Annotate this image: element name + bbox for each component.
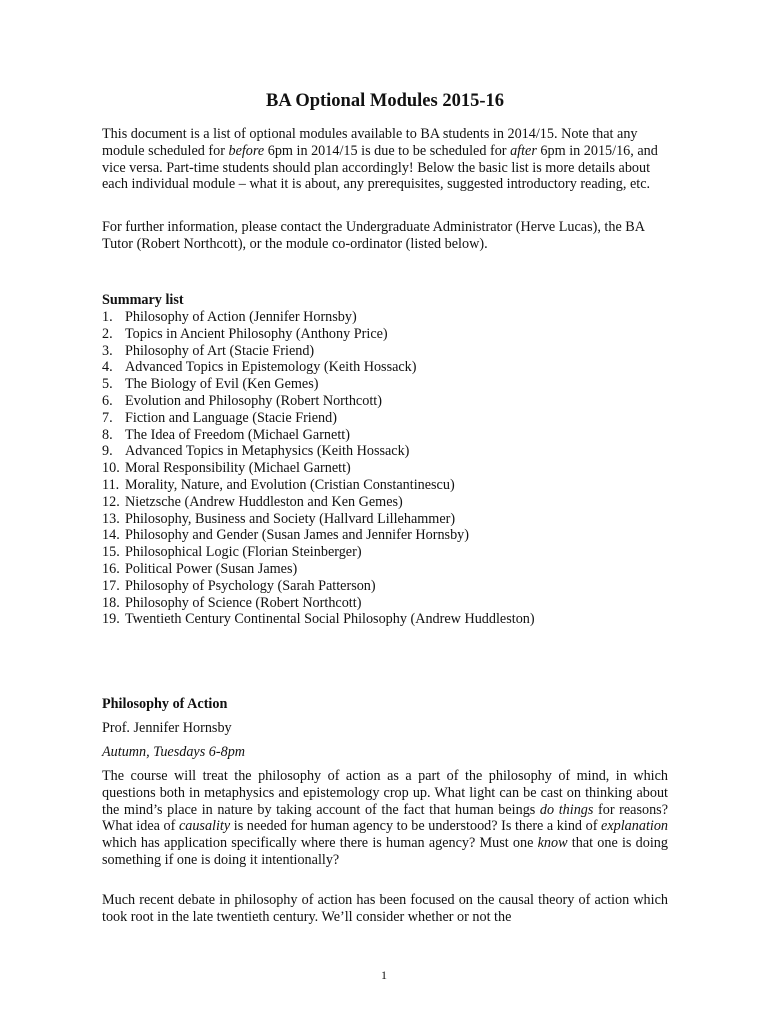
- text-run: which has application specifically where there is human agency? Must one: [102, 835, 538, 852]
- list-item-label: The Idea of Freedom (Michael Garnett): [125, 426, 350, 443]
- summary-list-item: [102, 410, 535, 427]
- emphasized-text: explanation: [601, 818, 669, 835]
- list-item-label: Philosophy, Business and Society (Hallvard Lillehammer): [125, 510, 456, 527]
- emphasized-text: causality: [178, 818, 231, 835]
- list-item-label: Fiction and Language (Stacie Friend): [125, 409, 337, 426]
- list-item-label: Philosophy of Art (Stacie Friend): [125, 342, 315, 359]
- emphasized-text: after: [510, 142, 537, 159]
- list-item-label: Philosophy of Psychology (Sarah Patterson): [125, 577, 376, 594]
- list-item-label: Advanced Topics in Metaphysics (Keith Hossack): [125, 443, 410, 460]
- list-item-label: Topics in Ancient Philosophy (Anthony Price): [125, 325, 388, 342]
- summary-list-item: [102, 544, 535, 561]
- text-run: The course will treat the philosophy of action as a part of the philosophy of mind, in which questions both in metaphysics and epistemology crop up. What light can be cast on thinking about the mind’s place in nature by taking account of the fact that human beings: [102, 768, 668, 818]
- list-item-number: 15.: [102, 544, 120, 561]
- text-run: that one is doing something if one is doing it intentionally?: [102, 835, 668, 868]
- list-item-number: 1.: [102, 309, 113, 325]
- intro-paragraph: [102, 126, 668, 193]
- list-item-label: Advanced Topics in Epistemology (Keith Hossack): [125, 359, 417, 376]
- list-item-label: Philosophical Logic (Florian Steinberger): [125, 544, 362, 561]
- summary-list: [102, 309, 535, 628]
- summary-list-item: [102, 326, 535, 343]
- summary-list-item: [102, 494, 535, 511]
- list-item-number: 5.: [102, 376, 113, 393]
- document-title: BA Optional Modules 2015-16: [266, 91, 504, 111]
- list-item-number: 11.: [102, 476, 120, 493]
- list-item-number: 12.: [102, 493, 120, 510]
- text-run: 6pm in 2014/15 is due to be scheduled for: [264, 142, 511, 159]
- summary-list-item: [102, 561, 535, 578]
- text-run: for reasons? What idea of: [102, 801, 669, 835]
- summary-list-item: [102, 578, 535, 595]
- list-item-number: 2.: [102, 325, 113, 342]
- list-item-number: 19.: [102, 611, 120, 628]
- summary-list-item: [102, 477, 535, 494]
- emphasized-text: know: [537, 835, 568, 852]
- list-item-number: 13.: [102, 510, 120, 527]
- list-item-number: 16.: [102, 560, 120, 577]
- list-item-number: 14.: [102, 527, 120, 544]
- page-number: 1: [381, 968, 387, 982]
- list-item-label: Philosophy and Gender (Susan James and Jennifer Hornsby): [125, 527, 469, 544]
- text-run: is needed for human agency to be understood? Is there a kind of: [230, 818, 602, 835]
- module-description-1: [102, 768, 668, 869]
- list-item-label: Political Power (Susan James): [125, 560, 298, 577]
- list-item-number: 4.: [102, 359, 113, 376]
- emphasized-text: do things: [539, 801, 594, 818]
- summary-list-item: [102, 343, 535, 360]
- contact-paragraph: For further information, please contact the Undergraduate Administrator (Herve Lucas), the BA Tutor (Robert Northcott), or the module co-ordinator (listed below).: [102, 219, 645, 252]
- list-item-label: Nietzsche (Andrew Huddleston and Ken Gemes): [125, 493, 403, 510]
- list-item-number: 17.: [102, 577, 120, 594]
- summary-list-item: [102, 460, 535, 477]
- list-item-label: Twentieth Century Continental Social Philosophy (Andrew Huddleston): [125, 611, 535, 628]
- summary-list-item: [102, 359, 535, 376]
- list-item-label: Moral Responsibility (Michael Garnett): [125, 460, 351, 477]
- list-item-number: 8.: [102, 426, 113, 443]
- list-item-number: 6.: [102, 392, 113, 409]
- emphasized-text: before: [228, 142, 265, 159]
- summary-list-item: [102, 611, 535, 628]
- summary-list-item: [102, 443, 535, 460]
- summary-list-item: [102, 427, 535, 444]
- list-item-number: 10.: [102, 460, 120, 477]
- summary-list-item: [102, 595, 535, 612]
- module-lecturer: Prof. Jennifer Hornsby: [102, 720, 232, 736]
- summary-list-item: [102, 309, 535, 326]
- list-item-number: 7.: [102, 409, 113, 426]
- summary-heading: Summary list: [102, 292, 184, 308]
- list-item-label: Evolution and Philosophy (Robert Northcott): [125, 392, 382, 409]
- text-run: This document is a list of optional modules available to BA students in 2014/15. Note that any module scheduled for: [102, 126, 638, 159]
- summary-list-item: [102, 393, 535, 410]
- list-item-label: Morality, Nature, and Evolution (Cristian Constantinescu): [125, 476, 455, 493]
- summary-list-item: [102, 511, 535, 528]
- list-item-label: Philosophy of Action (Jennifer Hornsby): [125, 309, 357, 325]
- list-item-label: The Biology of Evil (Ken Gemes): [125, 376, 319, 393]
- module-schedule: Autumn, Tuesdays 6-8pm: [102, 744, 246, 760]
- list-item-number: 3.: [102, 342, 113, 359]
- module-description-2: Much recent debate in philosophy of action has been focused on the causal theory of action which took root in the late twentieth century. We’ll consider whether or not the: [102, 892, 668, 925]
- list-item-number: 9.: [102, 443, 113, 460]
- text-run: 6pm in 2015/16, and vice versa. Part-time students should plan accordingly! Below the basic list is more details about each individual module – what it is about, any prerequisites, suggested introductory reading, etc.: [102, 142, 658, 193]
- list-item-label: Philosophy of Science (Robert Northcott): [125, 594, 362, 611]
- summary-list-item: [102, 376, 535, 393]
- list-item-number: 18.: [102, 594, 120, 611]
- summary-list-item: [102, 527, 535, 544]
- module-heading: Philosophy of Action: [102, 696, 228, 712]
